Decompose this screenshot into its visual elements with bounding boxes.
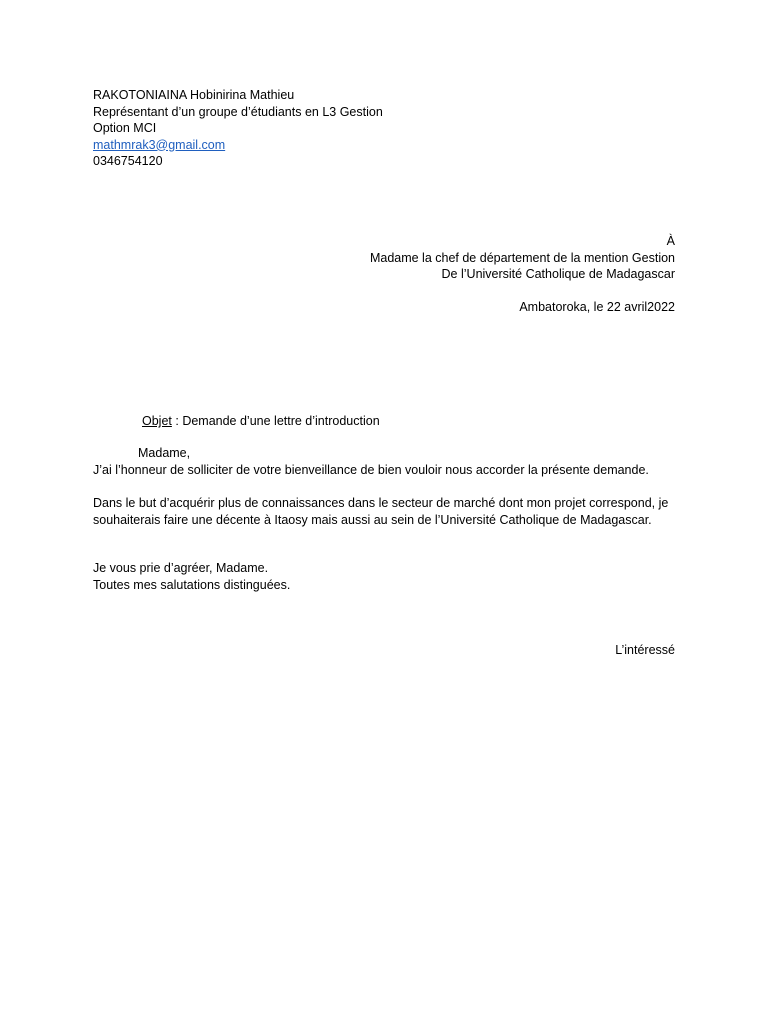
- sender-phone: 0346754120: [93, 154, 163, 168]
- sender-block: [93, 87, 383, 170]
- sender-name: RAKOTONIAINA Hobinirina Mathieu: [93, 88, 295, 102]
- signature: L’intéressé: [615, 643, 675, 657]
- date-line: Ambatoroka, le 22 avril2022: [519, 300, 675, 314]
- subject-separator: :: [171, 414, 183, 428]
- recipient-block: [370, 233, 675, 283]
- sender-option: Option MCI: [93, 121, 157, 135]
- sender-role: Représentant d’un groupe d’étudiants en L3 Gestion: [93, 104, 383, 119]
- closing-block: [93, 560, 290, 593]
- recipient-line-1: Madame la chef de département de la mention Gestion: [369, 250, 675, 265]
- body-paragraph-1: J’ai l’honneur de solliciter de votre bienveillance de bien vouloir nous accorder la présente demande.: [93, 463, 649, 477]
- closing-line-2: Toutes mes salutations distinguées.: [93, 577, 291, 592]
- body-paragraph-2: Dans le but d’acquérir plus de connaissances dans le secteur de marché dont mon projet correspond, je souhaiterais faire une décente à Itaosy mais aussi au sein de l’Université Catholique de Madagascar.: [93, 496, 669, 527]
- subject-label: Objet: [142, 414, 172, 428]
- recipient-line-2: De l’Université Catholique de Madagascar: [441, 267, 675, 281]
- recipient-to: À: [666, 234, 675, 248]
- sender-email-link[interactable]: mathmrak3@gmail.com: [93, 137, 226, 152]
- subject-line: [142, 413, 380, 430]
- closing-line-1: Je vous prie d’agréer, Madame.: [93, 561, 269, 575]
- subject-text: Demande d’une lettre d’introduction: [182, 414, 380, 428]
- salutation: Madame,: [138, 446, 191, 460]
